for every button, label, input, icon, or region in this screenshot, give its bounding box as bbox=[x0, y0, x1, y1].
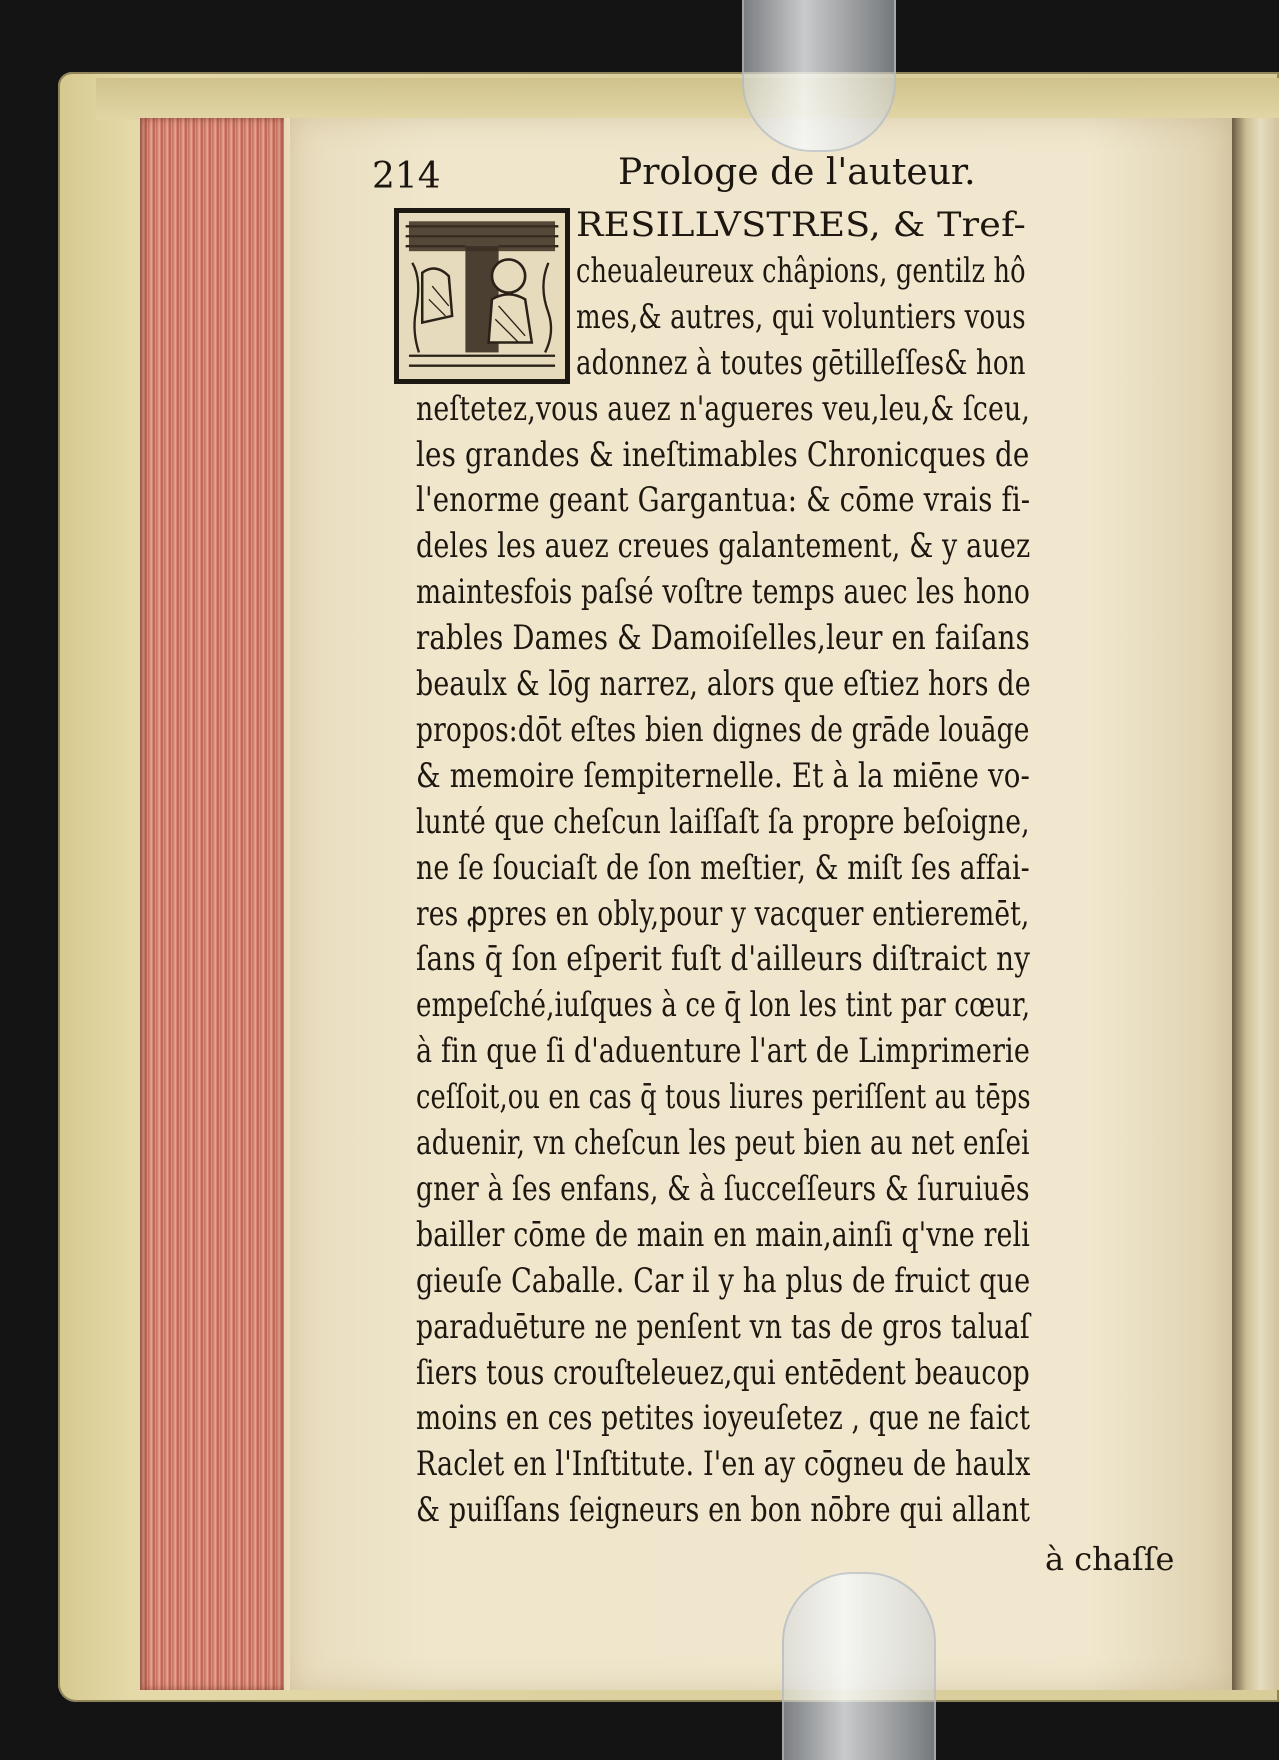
page-header bbox=[372, 152, 1072, 202]
text-line: ſans q̄ ſon eſperit fuſt d'ailleurs diſtraict ny bbox=[416, 939, 1031, 979]
text-line: & memoire ſempiternelle. Et à la miēne vo- bbox=[416, 755, 1031, 795]
text-line: deles les auez creues galantement, & y auez bbox=[416, 526, 1031, 566]
text-line: les grandes & ineſtimables Chronicques de bbox=[416, 434, 1030, 474]
text-line: ſiers tous crouſteleuez,qui entēdent beaucop bbox=[416, 1352, 1030, 1392]
text-line: gner à ſes enfans, & à ſucceſſeurs & ſuruiuēs bbox=[416, 1168, 1030, 1208]
top-page-clip bbox=[742, 0, 896, 152]
text-line: Raclet en l'Inſtitute. I'en ay cōgneu de haulx bbox=[416, 1444, 1031, 1484]
text-line: ceſſoit,ou en cas q̄ tous liures periſſent au tēps bbox=[416, 1077, 1031, 1117]
text-line: bailler cōme de main en main,ainſi q'vne reli bbox=[416, 1214, 1031, 1254]
text-line: moins en ces petites ioyeuſetez , que ne faict bbox=[416, 1398, 1031, 1438]
bottom-page-clip bbox=[782, 1572, 936, 1760]
book-gutter bbox=[1232, 118, 1279, 1690]
catchword: à chaſſe bbox=[1045, 1540, 1175, 1578]
text-line: res ꝓpres en obly,pour y vacquer entieremēt, bbox=[416, 893, 1030, 933]
text-line: cheualeureux châpions, gentilz hô bbox=[576, 250, 1026, 290]
text-line: rables Dames & Damoiſelles,leur en faiſans bbox=[416, 618, 1030, 658]
cover-top-edge bbox=[96, 78, 1279, 120]
text-line: mes,& autres, qui voluntiers vous bbox=[576, 296, 1026, 336]
text-line: aduenir, vn cheſcun les peut bien au net enſei bbox=[416, 1123, 1030, 1162]
text-line: lunté que cheſcun laiſſaſt ſa propre beſoigne, bbox=[416, 801, 1030, 841]
woodcut-initial-icon bbox=[399, 213, 565, 379]
text-line: à fin que ſi d'aduenture l'art de Limprimerie bbox=[416, 1031, 1030, 1071]
text-line: ne ſe ſouciaſt de ſon meſtier, & miſt ſes affai- bbox=[416, 847, 1030, 887]
text-line: adonnez à toutes gētilleſſes& hon bbox=[576, 342, 1026, 382]
text-line: neſtetez,vous auez n'agueres veu,leu,& ſceu, bbox=[416, 388, 1030, 428]
text-line: gieuſe Caballe. Car il y ha plus de fruict que bbox=[416, 1260, 1031, 1300]
text-line: & puiſſans ſeigneurs en bon nōbre qui allant bbox=[416, 1490, 1031, 1530]
red-page-edges bbox=[140, 118, 288, 1690]
text-line: l'enorme geant Gargantua: & cōme vrais fi- bbox=[416, 480, 1031, 520]
text-line: empeſché,iuſques à ce q̄ lon les tint par cœur, bbox=[416, 985, 1031, 1025]
text-line: propos:dōt eſtes bien dignes de grāde louāge bbox=[416, 709, 1030, 749]
text-line: RESILLVSTRES, & Tref- bbox=[576, 205, 1027, 244]
running-title: Prologe de l'auteur. bbox=[618, 152, 976, 193]
page-number: 214 bbox=[372, 156, 441, 197]
text-line: maintesfois paſsé voſtre temps auec les hono bbox=[416, 572, 1031, 612]
text-line: paraduēture ne penſent vn tas de gros taluaſ bbox=[416, 1306, 1030, 1346]
text-line: beaulx & lōg narrez, alors que eſtiez hors de bbox=[416, 664, 1031, 703]
woodcut-initial-t bbox=[394, 208, 570, 384]
